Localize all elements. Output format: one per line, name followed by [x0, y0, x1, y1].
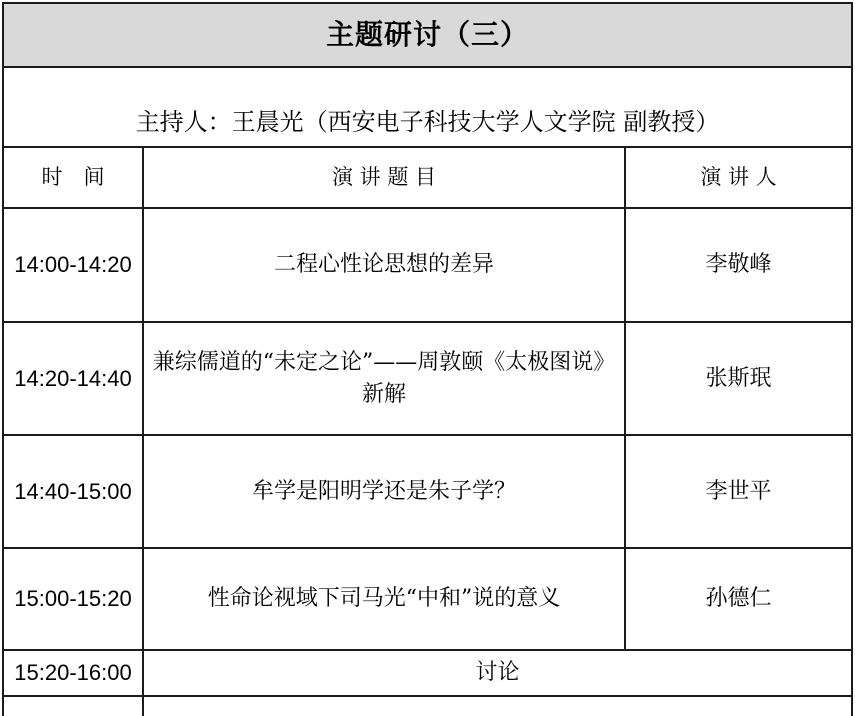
header-speaker: 演 讲 人: [625, 147, 852, 208]
topic-cell: 兼综儒道的“未定之论”——周敦颐《太极图说》新解: [143, 322, 625, 435]
speaker-cell: 孙德仁: [625, 548, 852, 650]
table-row: [3, 208, 852, 322]
table-row: [3, 3, 852, 67]
header-time: 时 间: [3, 147, 143, 208]
table-row: [3, 548, 852, 650]
time-cell: 14:20-14:40: [3, 322, 143, 435]
time-cell: 14:40-15:00: [3, 435, 143, 548]
schedule-table: [2, 2, 853, 716]
topic-cell: 牟学是阳明学还是朱子学？: [143, 435, 625, 548]
table-row-partial: [3, 696, 852, 716]
table-row: [3, 67, 852, 147]
speaker-cell: 李世平: [625, 435, 852, 548]
table-row: [3, 650, 852, 696]
topic-cell: 二程心性论思想的差异: [143, 208, 625, 322]
table-row: [3, 322, 852, 435]
time-cell: 15:00-15:20: [3, 548, 143, 650]
discussion-cell: 讨论: [143, 650, 852, 696]
session-title: 主题研讨（三）: [3, 3, 852, 67]
header-topic: 演 讲 题 目: [143, 147, 625, 208]
table-row: [3, 435, 852, 548]
empty-cell: [143, 696, 852, 716]
time-cell: 14:00-14:20: [3, 208, 143, 322]
speaker-cell: 李敬峰: [625, 208, 852, 322]
speaker-cell: 张斯珉: [625, 322, 852, 435]
time-cell: [3, 696, 143, 716]
time-cell: 15:20-16:00: [3, 650, 143, 696]
topic-cell: 性命论视域下司马光“中和”说的意义: [143, 548, 625, 650]
moderator-line: 主持人：王晨光（西安电子科技大学人文学院 副教授）: [3, 67, 852, 147]
table-header-row: [3, 147, 852, 208]
